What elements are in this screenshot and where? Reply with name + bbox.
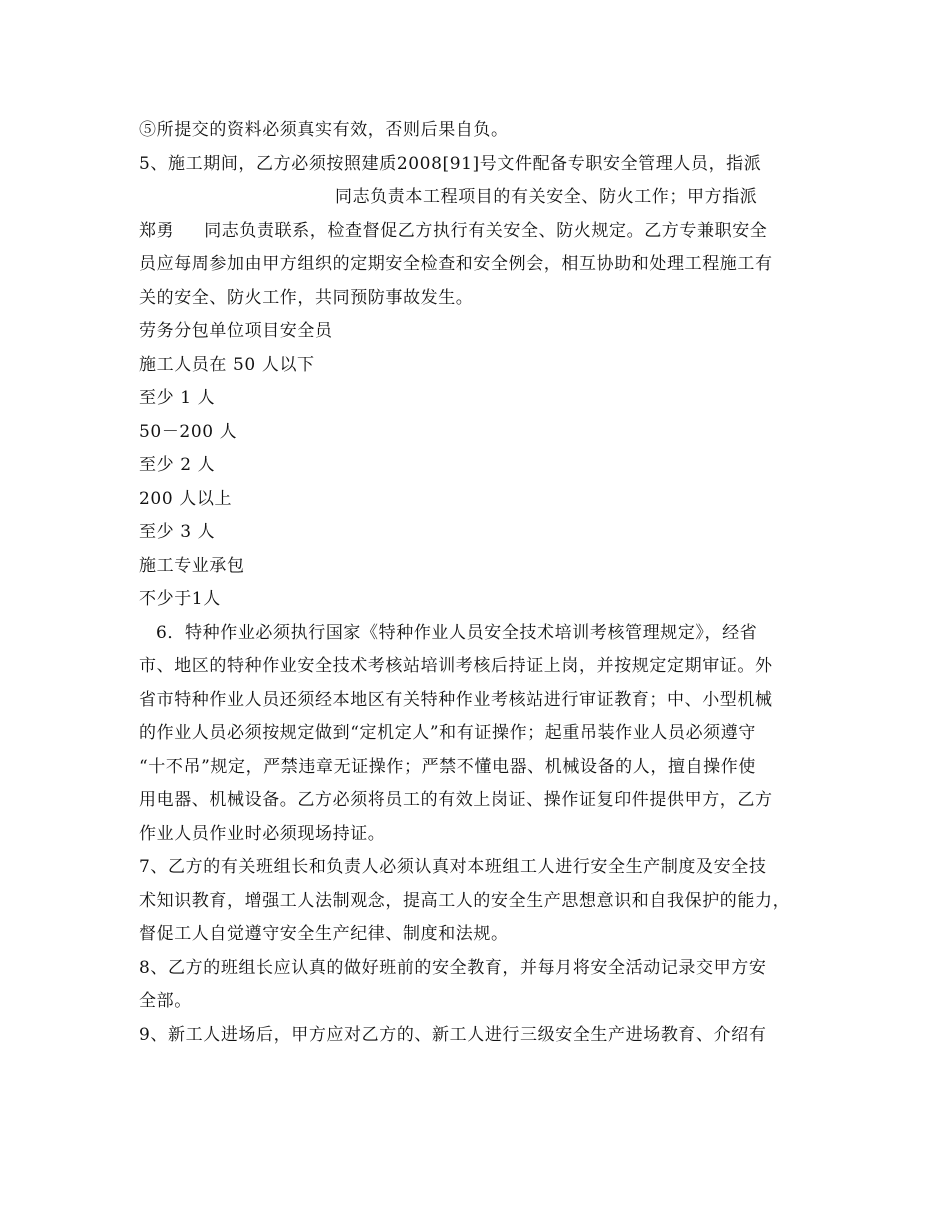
text-line: 施工专业承包 (139, 555, 245, 576)
text-line: 7、乙方的有关班组长和负责人必须认真对本班组工人进行安全生产制度及安全技 (139, 857, 767, 877)
text-line: “十不吊”规定，严禁违章无证操作；严禁不懂电器、机械设备的人，擅自操作使 (139, 756, 756, 777)
text-line: ⑤所提交的资料必须真实有效，否则后果自负。 (139, 120, 509, 140)
document-body (139, 114, 819, 1052)
text-line: 省市特种作业人员还须经本地区有关特种作业考核站进行审证教育；中、小型机械 (139, 689, 773, 710)
text-line: 作业人员作业时必须现场持证。 (139, 823, 386, 844)
text-line: 市、地区的特种作业安全技术考核站培训考核后持证上岗，并按规定定期审证。外 (139, 656, 773, 676)
text-line: 施工人员在 50 人以下 (139, 354, 315, 375)
text-line: 至少 3 人 (139, 522, 216, 542)
text-line: 的作业人员必须按规定做到“定机定人”和有证操作；起重吊装作业人员必须遵守 (139, 723, 756, 743)
text-line: 劳务分包单位项目安全员 (139, 321, 333, 341)
text-line: 全部。 (139, 991, 192, 1011)
text-line: 至少 1 人 (139, 388, 216, 408)
text-line: 用电器、机械设备。乙方必须将员工的有效上岗证、操作证复印件提供甲方，乙方 (139, 790, 773, 810)
text-line: 6．特种作业必须执行国家《特种作业人员安全技术培训考核管理规定》，经省 (156, 622, 758, 643)
text-line: 术知识教育，增强工人法制观念，提高工人的安全生产思想意识和自我保护的能力， (139, 890, 791, 911)
text-line: 同志负责本工程项目的有关安全、防火工作；甲方指派 (335, 187, 758, 207)
text-line (139, 215, 819, 249)
text-line: 50－200 人 (139, 421, 238, 442)
supervisor-name: 郑勇 (139, 220, 175, 241)
text-line: 关的安全、防火工作，共同预防事故发生。 (139, 287, 474, 308)
text-line: 5、施工期间，乙方必须按照建质2008[91]号文件配备专职安全管理人员，指派 (139, 153, 762, 174)
text-line: 不少于1人 (139, 589, 221, 609)
text-line-continuation: 同志负责联系，检查督促乙方执行有关安全、防火规定。乙方专兼职安全 (204, 220, 768, 241)
text-line: 员应每周参加由甲方组织的定期安全检查和安全例会，相互协助和处理工程施工有 (139, 254, 773, 274)
text-line: 8、乙方的班组长应认真的做好班前的安全教育，并每月将安全活动记录交甲方安 (139, 957, 767, 978)
text-line: 督促工人自觉遵守安全生产纪律、制度和法规。 (139, 924, 509, 944)
text-line: 200 人以上 (139, 488, 233, 509)
text-line: 至少 2 人 (139, 455, 216, 475)
text-line: 9、新工人进场后，甲方应对乙方的、新工人进行三级安全生产进场教育、介绍有 (139, 1024, 767, 1045)
